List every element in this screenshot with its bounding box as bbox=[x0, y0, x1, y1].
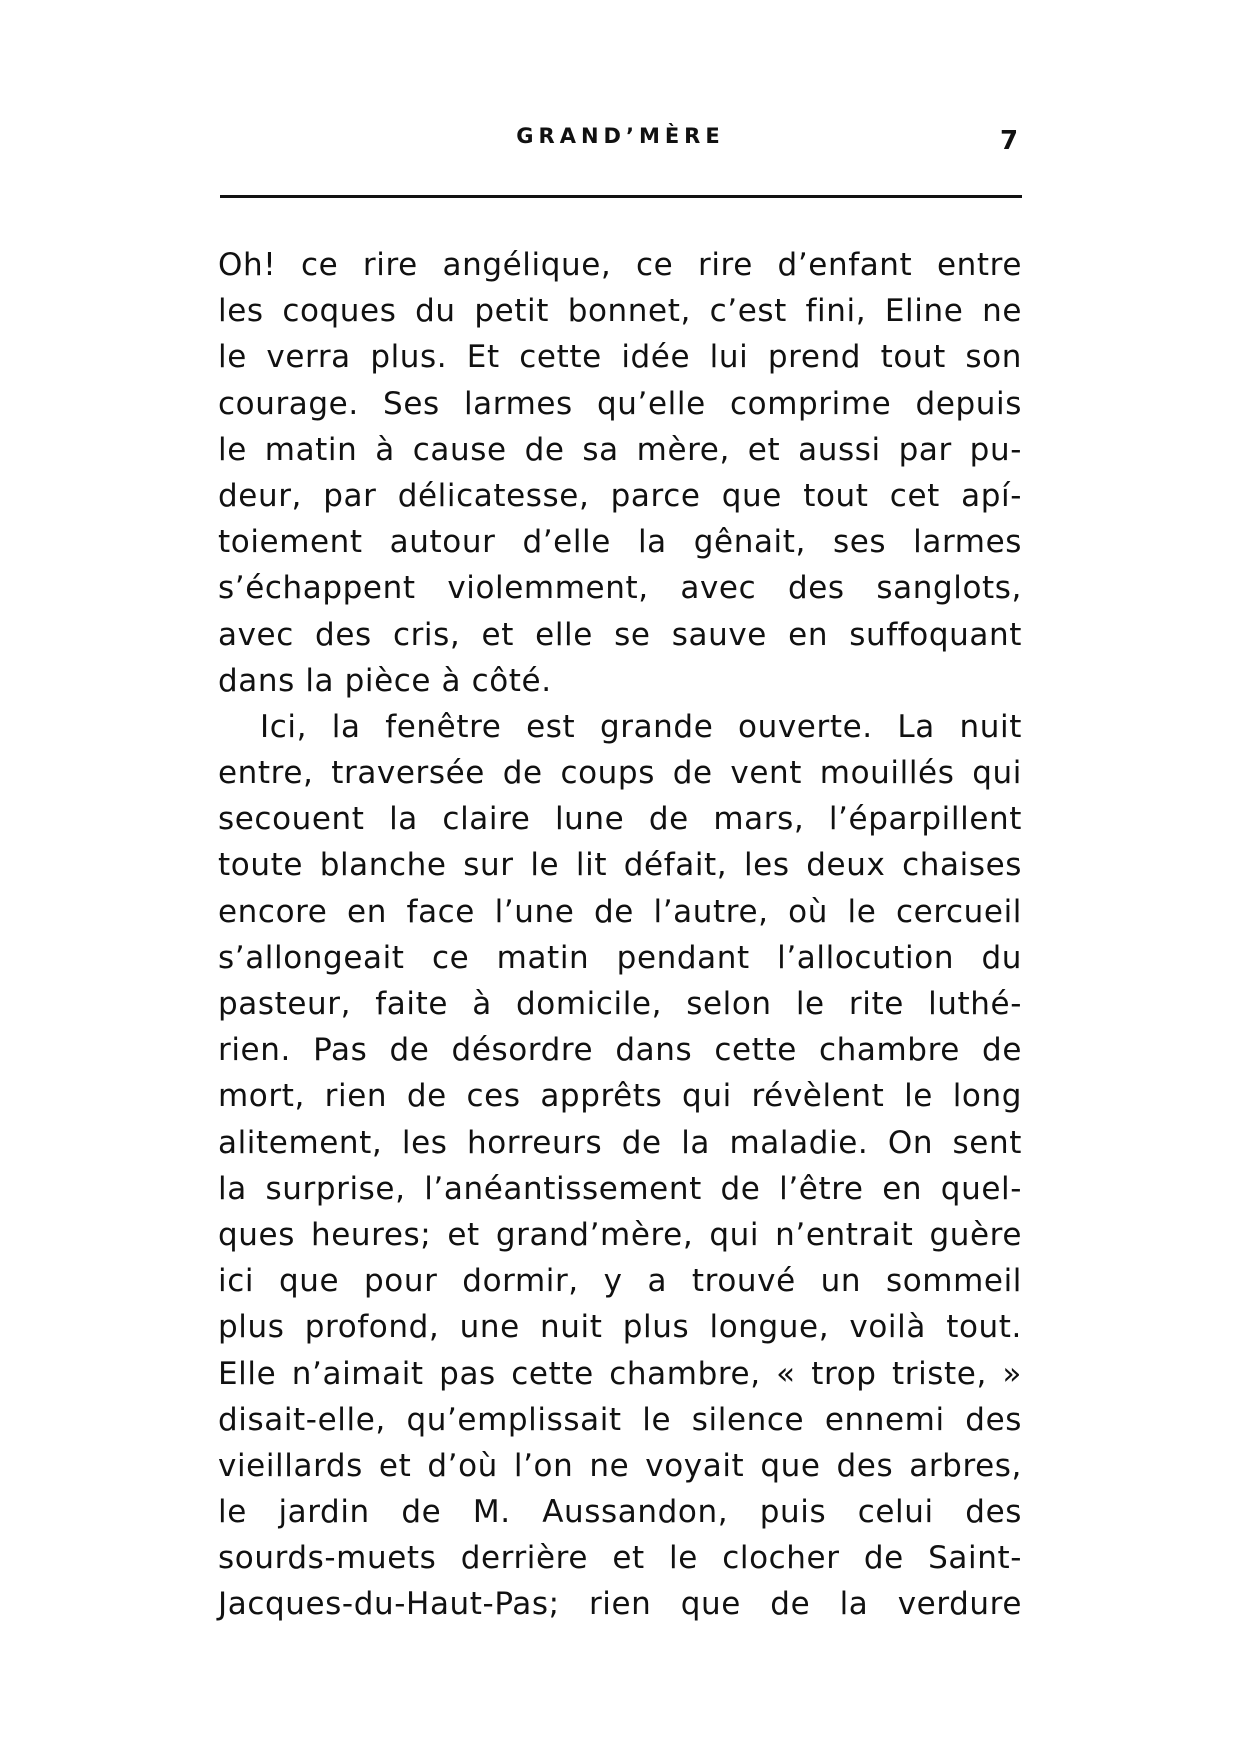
text-line: secouent la claire lune de mars, l’éparpillent bbox=[218, 801, 1022, 838]
text-line: avec des cris, et elle se sauve en suffoquant bbox=[218, 616, 1022, 653]
text-line: mort, rien de ces apprêts qui révèlent le long bbox=[218, 1078, 1022, 1115]
text-line: encore en face l’une de l’autre, où le cercueil bbox=[218, 893, 1022, 930]
text-line: toiement autour d’elle la gênait, ses larmes bbox=[218, 524, 1022, 561]
text-line: s’allongeait ce matin pendant l’allocution du bbox=[218, 939, 1022, 976]
text-line: courage. Ses larmes qu’elle comprime depuis bbox=[218, 385, 1022, 422]
text-line: Elle n’aimait pas cette chambre, « trop triste, » bbox=[218, 1355, 1022, 1392]
text-line: rien. Pas de désordre dans cette chambre de bbox=[218, 1032, 1022, 1069]
text-line: ques heures; et grand’mère, qui n’entrait guère bbox=[218, 1216, 1022, 1253]
text-line: le jardin de M. Aussandon, puis celui des bbox=[218, 1494, 1022, 1531]
text-line: plus profond, une nuit plus longue, voilà tout. bbox=[218, 1309, 1022, 1346]
text-line: pasteur, faite à domicile, selon le rite luthé- bbox=[218, 986, 1022, 1022]
text-line: alitement, les horreurs de la maladie. On sent bbox=[218, 1124, 1022, 1161]
paragraph-end-line: dans la pièce à côté. bbox=[218, 662, 552, 699]
text-line: Oh! ce rire angélique, ce rire d’enfant entre bbox=[218, 247, 1022, 283]
running-title: GRAND’MÈRE bbox=[516, 124, 725, 148]
text-line: ici que pour dormir, y a trouvé un sommeil bbox=[218, 1263, 1022, 1300]
text-line: entre, traversée de coups de vent mouillés qui bbox=[218, 755, 1022, 792]
text-line: Jacques-du-Haut-Pas; rien que de la verdure bbox=[218, 1586, 1022, 1623]
text-line: la surprise, l’anéantissement de l’être en quel- bbox=[218, 1170, 1022, 1207]
text-line: le verra plus. Et cette idée lui prend tout son bbox=[218, 339, 1022, 376]
text-line: toute blanche sur le lit défait, les deux chaises bbox=[218, 847, 1022, 884]
paragraph-start-line: Ici, la fenêtre est grande ouverte. La nuit bbox=[260, 708, 1022, 745]
text-line: le matin à cause de sa mère, et aussi par pu- bbox=[218, 431, 1022, 468]
text-line: les coques du petit bonnet, c’est fini, Eline ne bbox=[218, 293, 1022, 330]
body-text bbox=[218, 242, 1022, 1628]
header-rule bbox=[220, 195, 1022, 198]
text-line: sourds-muets derrière et le clocher de Saint- bbox=[218, 1540, 1022, 1577]
text-line: disait-elle, qu’emplissait le silence ennemi des bbox=[218, 1401, 1022, 1438]
text-line: vieillards et d’où l’on ne voyait que des arbres, bbox=[218, 1447, 1022, 1484]
text-line: deur, par délicatesse, parce que tout cet apí- bbox=[218, 477, 1022, 514]
text-line: s’échappent violemment, avec des sanglots, bbox=[218, 570, 1022, 607]
page-number: 7 bbox=[1000, 126, 1019, 156]
